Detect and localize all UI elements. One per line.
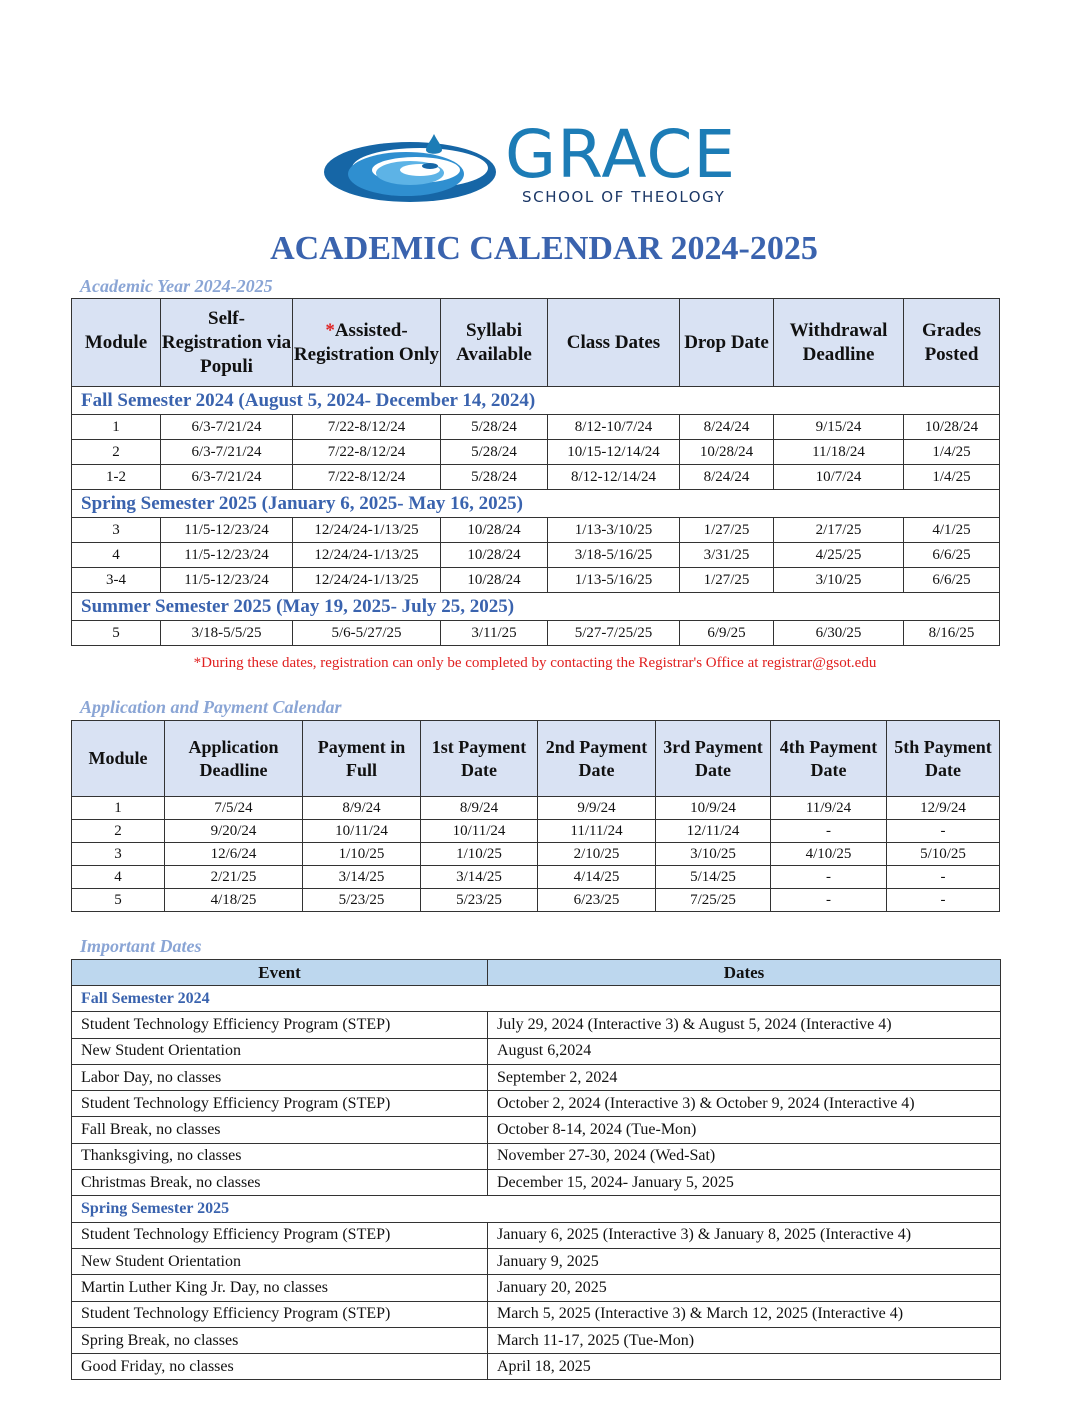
table-cell: 5/14/25 [656,866,771,889]
table-cell: 10/7/24 [774,465,904,490]
table-cell: 3-4 [72,568,161,593]
table-row [72,415,1000,440]
table-cell: 8/9/24 [421,797,538,820]
table-cell: 6/3-7/21/24 [161,440,293,465]
table-cell: 4/1/25 [904,518,1000,543]
col-grades: Grades Posted [904,299,1000,387]
important-dates-table [71,959,1001,1380]
semester-label: Fall Semester 2024 (August 5, 2024- December 14, 2024) [72,387,1000,415]
table-cell: 7/22-8/12/24 [293,440,441,465]
table-cell: 4 [72,543,161,568]
table-cell: 6/30/25 [774,621,904,646]
payment-header-cell: 4th Payment Date [771,721,887,797]
table-cell: 10/28/24 [441,518,548,543]
table-row [72,1327,1001,1353]
col-dates: Dates [488,960,1001,986]
table-row [72,866,1000,889]
table-cell: 11/18/24 [774,440,904,465]
academic-year-body [72,387,1000,646]
event-cell: Student Technology Efficiency Program (STEP) [72,1301,488,1327]
table-cell: 3/10/25 [656,843,771,866]
table-cell: 8/24/24 [680,465,774,490]
semester-row [72,593,1000,621]
table-row [72,1064,1001,1090]
table-cell: 6/3-7/21/24 [161,465,293,490]
payment-caption: Application and Payment Calendar [80,697,342,717]
dates-cell: April 18, 2025 [488,1354,1001,1380]
table-cell: 7/25/25 [656,889,771,912]
dates-cell: January 9, 2025 [488,1248,1001,1274]
table-cell: 8/16/25 [904,621,1000,646]
table-cell: 8/12-12/14/24 [548,465,680,490]
table-row [72,1222,1001,1248]
payment-body [72,797,1000,912]
table-row [72,1248,1001,1274]
table-cell: 1 [72,415,161,440]
important-body [72,986,1001,1380]
table-cell: 5 [72,621,161,646]
table-cell: 4 [72,866,165,889]
table-row [72,820,1000,843]
semester-row [72,490,1000,518]
col-module: Module [72,299,161,387]
table-cell: 11/5-12/23/24 [161,568,293,593]
dates-cell: March 11-17, 2025 (Tue-Mon) [488,1327,1001,1353]
table-cell: 8/24/24 [680,415,774,440]
payment-table [71,720,1000,912]
academic-year-table [71,298,1000,646]
table-row [72,1354,1001,1380]
table-cell: 7/22-8/12/24 [293,415,441,440]
table-cell: 11/11/24 [538,820,656,843]
dates-cell: January 20, 2025 [488,1275,1001,1301]
table-cell: 12/9/24 [887,797,1000,820]
table-cell: 5/28/24 [441,440,548,465]
table-cell: 4/14/25 [538,866,656,889]
payment-header-cell: 1st Payment Date [421,721,538,797]
table-cell: 11/5-12/23/24 [161,518,293,543]
table-row [72,843,1000,866]
important-header-row [72,960,1001,986]
table-cell: 12/6/24 [165,843,303,866]
table-cell: - [887,866,1000,889]
dates-cell: November 27-30, 2024 (Wed-Sat) [488,1143,1001,1169]
col-drop-date: Drop Date [680,299,774,387]
payment-header-cell: 2nd Payment Date [538,721,656,797]
table-cell: 1/10/25 [303,843,421,866]
table-row [72,1091,1001,1117]
table-cell: 10/15-12/14/24 [548,440,680,465]
table-cell: 3 [72,518,161,543]
event-cell: Martin Luther King Jr. Day, no classes [72,1275,488,1301]
table-cell: 3/14/25 [303,866,421,889]
table-cell: 11/9/24 [771,797,887,820]
table-cell: 12/24/24-1/13/25 [293,543,441,568]
dates-cell: October 8-14, 2024 (Tue-Mon) [488,1117,1001,1143]
table-row [72,568,1000,593]
table-row [72,1038,1001,1064]
table-cell: 4/10/25 [771,843,887,866]
table-cell: 12/11/24 [656,820,771,843]
registration-note: *During these dates, registration can only be completed by contacting the Registrar's Office at registrar@gsot.edu [193,655,877,671]
table-cell: 10/28/24 [680,440,774,465]
table-row [72,1117,1001,1143]
table-cell: 5/23/25 [303,889,421,912]
table-cell: 1-2 [72,465,161,490]
table-cell: 9/15/24 [774,415,904,440]
table-cell: 4/18/25 [165,889,303,912]
table-row [72,1012,1001,1038]
table-cell: 5/10/25 [887,843,1000,866]
table-cell: 7/22-8/12/24 [293,465,441,490]
table-row [72,543,1000,568]
event-cell: New Student Orientation [72,1038,488,1064]
grace-logo [322,116,742,210]
table-cell: - [887,820,1000,843]
section-row [72,986,1001,1012]
event-cell: Spring Break, no classes [72,1327,488,1353]
table-cell: 1/10/25 [421,843,538,866]
table-cell: - [771,889,887,912]
table-cell: 9/9/24 [538,797,656,820]
table-cell: - [887,889,1000,912]
table-cell: 4/25/25 [774,543,904,568]
table-cell: 1 [72,797,165,820]
table-cell: 5/23/25 [421,889,538,912]
table-cell: 2/17/25 [774,518,904,543]
logo-wordmark: GRACE [505,116,737,193]
table-row [72,1170,1001,1196]
water-drop-logo-icon [322,130,502,210]
table-cell: 2 [72,440,161,465]
table-cell: 6/6/25 [904,568,1000,593]
assisted-registration-label: Assisted-Registration Only [293,319,440,365]
table-row [72,1275,1001,1301]
semester-label: Summer Semester 2025 (May 19, 2025- July 25, 2025) [72,593,1000,621]
table-cell: 6/6/25 [904,543,1000,568]
important-dates-caption: Important Dates [80,936,202,956]
table-row [72,621,1000,646]
table-row [72,1301,1001,1327]
col-self-registration: Self-Registration via Populi [161,299,293,387]
table-cell: 10/28/24 [441,568,548,593]
asterisk-marker: * [325,319,335,341]
table-cell: 3/14/25 [421,866,538,889]
payment-header-row [72,721,1000,797]
dates-cell: March 5, 2025 (Interactive 3) & March 12, 2025 (Interactive 4) [488,1301,1001,1327]
table-cell: 1/4/25 [904,440,1000,465]
table-cell: 1/27/25 [680,568,774,593]
table-cell: 8/12-10/7/24 [548,415,680,440]
dates-cell: December 15, 2024- January 5, 2025 [488,1170,1001,1196]
col-assisted-registration [293,299,441,387]
semester-row [72,387,1000,415]
event-cell: Christmas Break, no classes [72,1170,488,1196]
academic-year-caption: Academic Year 2024-2025 [80,276,273,296]
table-cell: 5/6-5/27/25 [293,621,441,646]
table-cell: 12/24/24-1/13/25 [293,518,441,543]
table-cell: 3 [72,843,165,866]
table-cell: 12/24/24-1/13/25 [293,568,441,593]
table-cell: 9/20/24 [165,820,303,843]
section-label: Spring Semester 2025 [72,1196,1001,1222]
table-cell: 1/27/25 [680,518,774,543]
table-cell: - [771,820,887,843]
table-cell: 10/11/24 [303,820,421,843]
table-cell: 10/11/24 [421,820,538,843]
page-title: ACADEMIC CALENDAR 2024-2025 [270,230,818,267]
table-cell: 10/28/24 [904,415,1000,440]
event-cell: Good Friday, no classes [72,1354,488,1380]
col-class-dates: Class Dates [548,299,680,387]
table-cell: 1/4/25 [904,465,1000,490]
dates-cell: September 2, 2024 [488,1064,1001,1090]
table-cell: 3/11/25 [441,621,548,646]
table-cell: 5/27-7/25/25 [548,621,680,646]
event-cell: Fall Break, no classes [72,1117,488,1143]
table-cell: - [771,866,887,889]
table-cell: 2/10/25 [538,843,656,866]
event-cell: Student Technology Efficiency Program (STEP) [72,1012,488,1038]
section-row [72,1196,1001,1222]
dates-cell: January 6, 2025 (Interactive 3) & January 8, 2025 (Interactive 4) [488,1222,1001,1248]
payment-header-cell: Payment in Full [303,721,421,797]
table-row [72,1143,1001,1169]
table-cell: 3/10/25 [774,568,904,593]
semester-label: Spring Semester 2025 (January 6, 2025- May 16, 2025) [72,490,1000,518]
table-cell: 10/28/24 [441,543,548,568]
table-cell: 11/5-12/23/24 [161,543,293,568]
col-event: Event [72,960,488,986]
event-cell: New Student Orientation [72,1248,488,1274]
table-row [72,465,1000,490]
payment-header-cell: Module [72,721,165,797]
event-cell: Thanksgiving, no classes [72,1143,488,1169]
section-label: Fall Semester 2024 [72,986,1001,1012]
dates-cell: October 2, 2024 (Interactive 3) & October 9, 2024 (Interactive 4) [488,1091,1001,1117]
table-cell: 3/18-5/16/25 [548,543,680,568]
table-cell: 2 [72,820,165,843]
table-cell: 6/23/25 [538,889,656,912]
table-cell: 5 [72,889,165,912]
dates-cell: July 29, 2024 (Interactive 3) & August 5, 2024 (Interactive 4) [488,1012,1001,1038]
payment-header-cell: Application Deadline [165,721,303,797]
table-cell: 8/9/24 [303,797,421,820]
table-cell: 10/9/24 [656,797,771,820]
table-cell: 3/31/25 [680,543,774,568]
col-withdrawal: Withdrawal Deadline [774,299,904,387]
logo-subtitle: SCHOOL OF THEOLOGY [522,188,726,206]
table-cell: 7/5/24 [165,797,303,820]
table-cell: 6/9/25 [680,621,774,646]
col-syllabi: Syllabi Available [441,299,548,387]
payment-header-cell: 5th Payment Date [887,721,1000,797]
payment-header-cell: 3rd Payment Date [656,721,771,797]
event-cell: Labor Day, no classes [72,1064,488,1090]
table-cell: 5/28/24 [441,465,548,490]
table-cell: 1/13-5/16/25 [548,568,680,593]
table-cell: 2/21/25 [165,866,303,889]
table-cell: 3/18-5/5/25 [161,621,293,646]
academic-year-header-row [72,299,1000,387]
table-row [72,518,1000,543]
table-cell: 5/28/24 [441,415,548,440]
dates-cell: August 6,2024 [488,1038,1001,1064]
table-row [72,440,1000,465]
event-cell: Student Technology Efficiency Program (STEP) [72,1091,488,1117]
table-cell: 6/3-7/21/24 [161,415,293,440]
table-row [72,889,1000,912]
event-cell: Student Technology Efficiency Program (STEP) [72,1222,488,1248]
table-row [72,797,1000,820]
table-cell: 1/13-3/10/25 [548,518,680,543]
